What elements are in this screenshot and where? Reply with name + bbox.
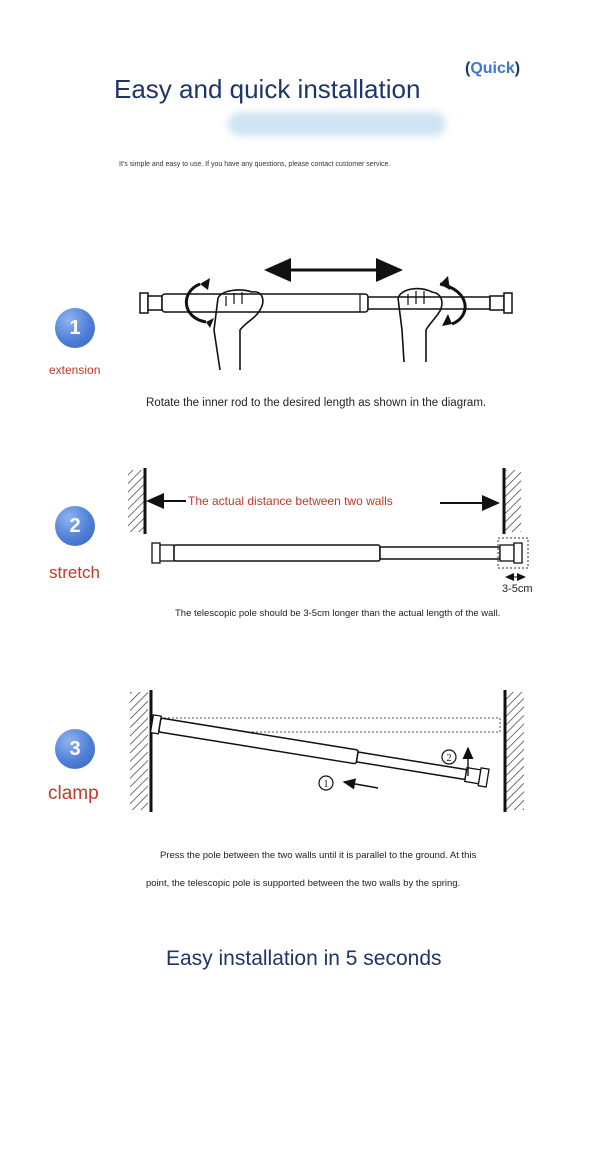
step-2-badge: 2 xyxy=(55,506,95,546)
step-2-label: stretch xyxy=(49,563,101,582)
footer-text: Easy installation in 5 seconds xyxy=(166,947,442,970)
quick-tag-close: ) xyxy=(514,60,521,77)
gap-length-label: 3-5cm xyxy=(502,583,533,595)
page-title: Easy and quick installation xyxy=(114,74,421,104)
marker-1-label: 1 xyxy=(323,779,329,790)
quick-tag-open: ( xyxy=(465,60,471,77)
right-end-cap xyxy=(504,293,512,313)
left-end-cap xyxy=(140,293,148,313)
stretch-inner-tube xyxy=(380,547,500,559)
clamp-outer-tube xyxy=(159,718,359,764)
step-1-label: extension xyxy=(49,363,101,377)
clamp-left-wall-hatch xyxy=(130,692,148,810)
step-3-caption-line-2: point, the telescopic pole is supported between the two walls by the spring. xyxy=(146,878,461,889)
outer-tube xyxy=(162,294,368,312)
step-3-label: clamp xyxy=(48,783,99,804)
left-wall-hatch xyxy=(128,470,144,532)
press-arrow xyxy=(344,782,378,788)
stretch-illustration xyxy=(128,468,528,577)
marker-2-label: 2 xyxy=(446,753,452,764)
inner-tube xyxy=(368,297,490,309)
stretch-outer-tube xyxy=(174,545,380,561)
extension-illustration xyxy=(140,270,512,370)
step-3-badge: 3 xyxy=(55,729,95,769)
step-1-badge: 1 xyxy=(55,308,95,348)
step-2-caption: The telescopic pole should be 3-5cm longer than the actual length of the wall. xyxy=(175,608,501,619)
quick-tag-text: Quick xyxy=(470,60,515,77)
right-wall-hatch xyxy=(505,470,521,532)
step-1-caption: Rotate the inner rod to the desired length as shown in the diagram. xyxy=(146,397,487,409)
wall-distance-label: The actual distance between two walls xyxy=(188,494,393,508)
clamp-illustration xyxy=(130,690,524,812)
intro-text: It's simple and easy to use. If you have any questions, please contact customer service. xyxy=(119,161,391,168)
step-3-caption-line-1: Press the pole between the two walls until it is parallel to the ground. At this xyxy=(160,850,477,861)
clamp-right-wall-hatch xyxy=(506,692,524,810)
